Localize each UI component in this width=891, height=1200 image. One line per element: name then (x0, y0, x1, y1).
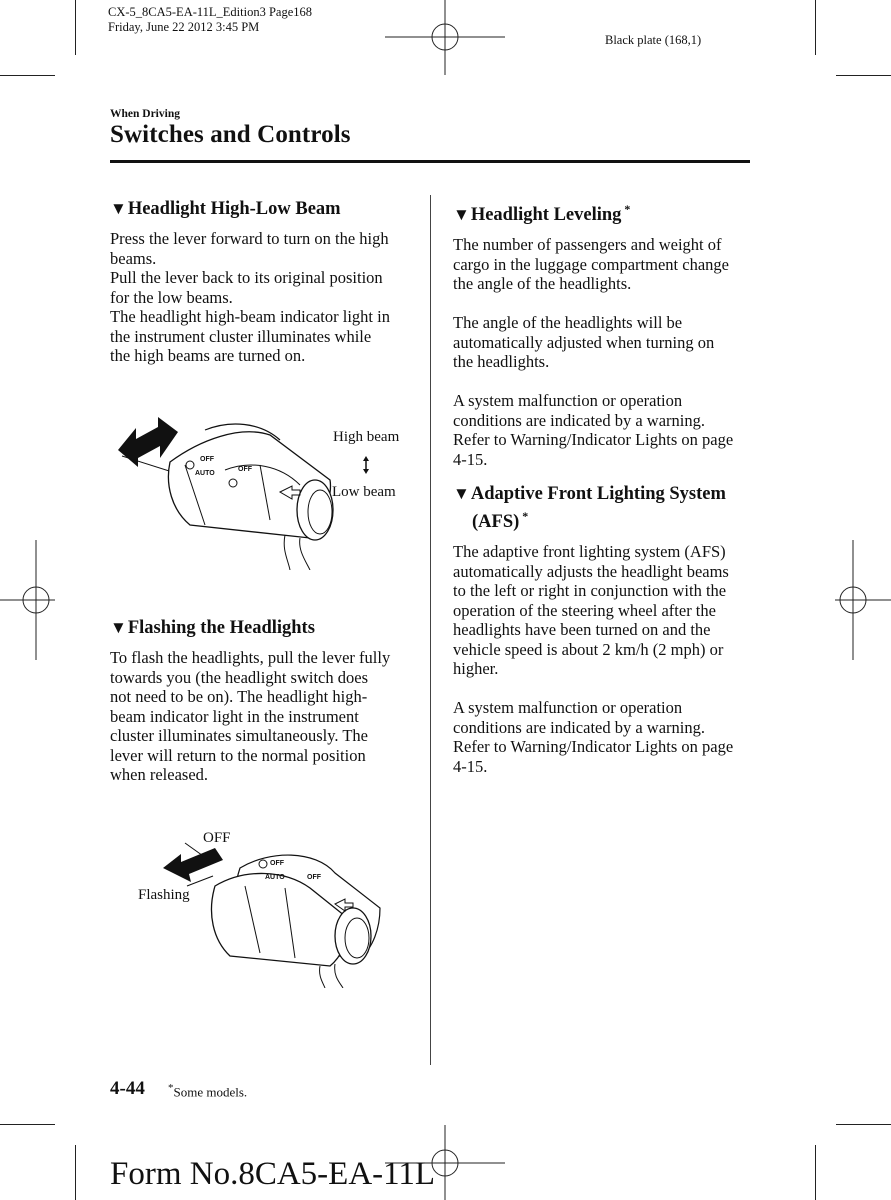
text-line: Press the lever forward to turn on the high (110, 229, 389, 248)
text-line: 4-15. (453, 756, 488, 776)
low-beam-label: Low beam (332, 484, 396, 500)
crop-mark (75, 1145, 76, 1200)
heading-text: Flashing the Headlights (127, 618, 315, 638)
text-line: The headlight high-beam indicator light in (110, 307, 390, 326)
crop-mark (815, 0, 816, 55)
body-text (453, 542, 763, 776)
text-line: towards you (the headlight switch does (110, 667, 368, 687)
text-line: higher. (453, 659, 499, 679)
registration-mark-icon (0, 540, 60, 660)
section-heading (453, 483, 763, 533)
crop-mark (75, 0, 76, 55)
paragraph (453, 235, 763, 294)
text-line: lever will return to the normal position (110, 745, 366, 765)
up-down-arrow-icon (363, 456, 369, 474)
text-line: To flash the headlights, pull the lever fully (110, 648, 391, 667)
footnote-text: Some models. (173, 1084, 248, 1100)
paragraph (453, 542, 763, 679)
text-line: the instrument cluster illuminates while (110, 326, 372, 346)
down-triangle-icon: ▼ (110, 199, 127, 218)
text-line: The adaptive front lighting system (AFS) (453, 542, 726, 562)
text-line: the angle of the headlights. (453, 274, 632, 294)
text-line: the high beams are turned on. (110, 346, 306, 365)
figure-lever-flashing (135, 828, 395, 988)
section-heading (453, 198, 763, 226)
text-line: 4-15. (453, 449, 488, 469)
crop-mark (836, 75, 891, 76)
page-title: Switches and Controls (110, 121, 351, 148)
text-line: beam indicator light in the instrument (110, 706, 359, 726)
asterisk-icon: * (522, 509, 529, 523)
lever-auto-label: AUTO (265, 874, 285, 881)
crop-mark (836, 1124, 891, 1125)
text-line: operation of the steering wheel after the (453, 600, 716, 620)
plate-label: Black plate (168,1) (605, 33, 702, 47)
section-headlight-leveling (453, 198, 763, 469)
heading-text: Headlight Leveling (470, 205, 622, 226)
lever-auto-label: AUTO (195, 470, 215, 477)
crop-mark (815, 1145, 816, 1200)
column-divider (430, 195, 431, 1065)
text-line: conditions are indicated by a warning. (453, 410, 706, 430)
section-heading (110, 198, 420, 220)
text-line: The number of passengers and weight of (453, 235, 722, 255)
print-header-line1: CX-5_8CA5-EA-11L_Edition3 Page168 (108, 5, 313, 19)
text-line: when released. (110, 765, 209, 784)
heading-text-line2: (AFS) (472, 512, 520, 533)
print-header-line2: Friday, June 22 2012 3:45 PM (108, 20, 260, 34)
text-line: vehicle speed is about 2 km/h (2 mph) or (453, 639, 724, 659)
crop-mark (0, 1124, 55, 1125)
text-line: Refer to Warning/Indicator Lights on page (453, 430, 734, 450)
down-triangle-icon: ▼ (453, 205, 470, 225)
text-line: beams. (110, 248, 157, 268)
body-text (453, 235, 763, 469)
footnote (168, 1082, 247, 1100)
heading-text: Adaptive Front Lighting System (470, 484, 726, 504)
paragraph (453, 698, 763, 776)
section-flashing (110, 617, 420, 785)
lever-illustration (135, 828, 395, 988)
text-line: A system malfunction or operation (453, 698, 683, 718)
section-label: When Driving (110, 108, 180, 120)
figure-lever-high-low (110, 410, 410, 570)
form-number: Form No.8CA5-EA-11L (110, 1156, 436, 1192)
text-line: to the left or right in conjunction with the (453, 581, 727, 601)
lever-off2-label: OFF (307, 874, 321, 881)
heading-text: Headlight High-Low Beam (127, 199, 341, 219)
section-afs (453, 483, 763, 776)
registration-mark-icon (830, 540, 891, 660)
section-heading (110, 617, 420, 639)
asterisk-icon: * (624, 202, 631, 216)
high-beam-label: High beam (333, 429, 400, 445)
down-triangle-icon: ▼ (110, 618, 127, 637)
text-line: for the low beams. (110, 287, 233, 307)
body-text (110, 648, 420, 785)
crop-mark (0, 75, 55, 76)
paragraph (453, 391, 763, 469)
off-label: OFF (203, 830, 231, 846)
text-line: A system malfunction or operation (453, 391, 683, 411)
text-line: The angle of the headlights will be (453, 313, 683, 333)
text-line: automatically adjusts the headlight beams (453, 561, 729, 581)
registration-mark-icon (385, 0, 505, 80)
text-line: cargo in the luggage compartment change (453, 254, 729, 274)
text-line: Pull the lever back to its original position (110, 268, 383, 287)
text-line: headlights have been turned on and the (453, 620, 711, 640)
section-high-low-beam (110, 198, 420, 366)
print-header-job (108, 5, 312, 35)
flashing-label: Flashing (138, 887, 190, 903)
down-triangle-icon: ▼ (453, 484, 470, 503)
lever-off2-label: OFF (238, 466, 252, 473)
page-number: 4-44 (110, 1078, 145, 1099)
text-line: not need to be on). The headlight high- (110, 687, 368, 706)
lever-off-label: OFF (270, 860, 284, 867)
body-text (110, 229, 420, 366)
pull-arrow-icon (163, 843, 223, 886)
text-line: Refer to Warning/Indicator Lights on page (453, 737, 734, 757)
text-line: conditions are indicated by a warning. (453, 717, 706, 737)
title-rule (110, 160, 750, 163)
text-line: automatically adjusted when turning on (453, 332, 715, 352)
text-line: cluster illuminates simultaneously. The (110, 726, 368, 745)
lever-off-label: OFF (200, 456, 214, 463)
asterisk-icon: * (168, 1082, 174, 1094)
text-line: the headlights. (453, 352, 550, 372)
paragraph (453, 313, 763, 372)
